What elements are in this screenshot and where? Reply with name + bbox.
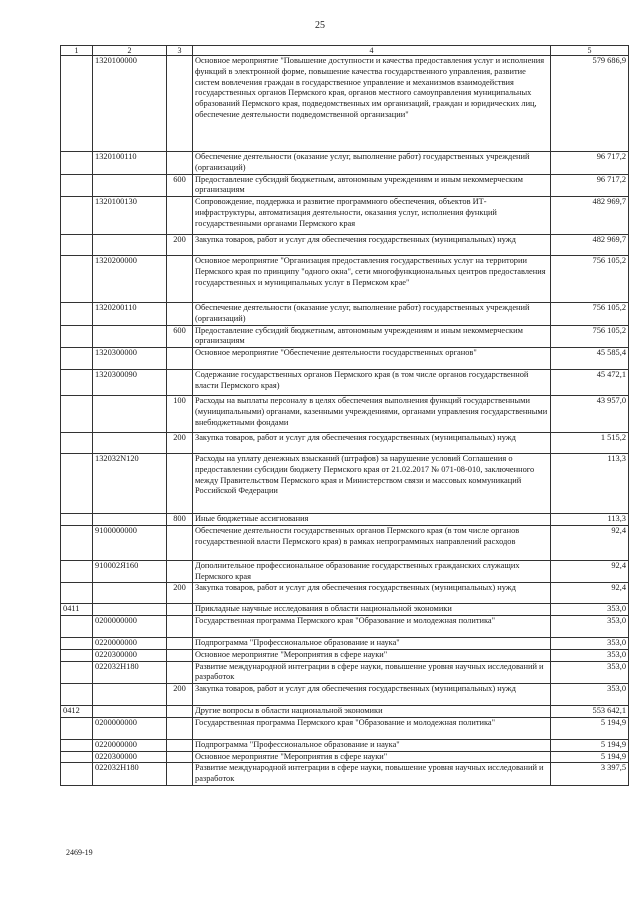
section-code-cell	[61, 638, 93, 650]
target-article-cell	[93, 174, 167, 197]
target-article-cell	[93, 514, 167, 526]
amount-cell: 96 717,2	[551, 174, 629, 197]
section-code-cell	[61, 454, 93, 514]
expense-type-cell	[167, 763, 193, 786]
description-cell: Обеспечение деятельности государственных органов Пермского края (в том числе органов государственной власти Пермского края) в рамках непрограммных направлений расходов	[193, 525, 551, 560]
table-row	[61, 525, 629, 560]
table-row	[61, 256, 629, 303]
expense-type-cell: 800	[167, 514, 193, 526]
description-cell: Иные бюджетные ассигнования	[193, 514, 551, 526]
section-code-cell	[61, 525, 93, 560]
target-article-cell: 0220000000	[93, 638, 167, 650]
description-cell: Основное мероприятие "Организация предоставления государственных услуг на территории Пермского края по принципу "одного окна", сети многофункциональных центров предоставления государственных и муниципальных услуг в Пермском крае"	[193, 256, 551, 303]
header-row	[61, 46, 629, 56]
table-row	[61, 56, 629, 152]
section-code-cell	[61, 235, 93, 256]
expense-type-cell: 600	[167, 325, 193, 348]
section-code-cell: 0412	[61, 706, 93, 718]
expense-type-cell	[167, 649, 193, 661]
expense-type-cell	[167, 616, 193, 638]
header-cell: 2	[93, 46, 167, 56]
section-code-cell	[61, 649, 93, 661]
expense-type-cell: 200	[167, 235, 193, 256]
amount-cell: 353,0	[551, 638, 629, 650]
section-code-cell	[61, 616, 93, 638]
amount-cell: 5 194,9	[551, 739, 629, 751]
description-cell: Другие вопросы в области национальной экономики	[193, 706, 551, 718]
section-code-cell	[61, 717, 93, 739]
section-code-cell	[61, 433, 93, 454]
expense-type-cell	[167, 348, 193, 370]
target-article-cell: 022032Н180	[93, 661, 167, 684]
budget-table	[60, 45, 629, 786]
section-code-cell	[61, 661, 93, 684]
expense-type-cell: 200	[167, 583, 193, 604]
table-row	[61, 197, 629, 235]
section-code-cell	[61, 256, 93, 303]
section-code-cell	[61, 174, 93, 197]
target-article-cell: 9100000000	[93, 525, 167, 560]
description-cell: Развитие международной интеграции в сфере науки, повышение уровня научных исследований и разработок	[193, 661, 551, 684]
target-article-cell: 0220000000	[93, 739, 167, 751]
header-cell: 1	[61, 46, 93, 56]
section-code-cell	[61, 197, 93, 235]
amount-cell: 353,0	[551, 604, 629, 616]
expense-type-cell	[167, 56, 193, 152]
amount-cell: 756 105,2	[551, 303, 629, 326]
amount-cell: 113,3	[551, 514, 629, 526]
expense-type-cell	[167, 706, 193, 718]
table-row	[61, 739, 629, 751]
target-article-cell	[93, 325, 167, 348]
section-code-cell	[61, 370, 93, 396]
document-code: 2469-19	[66, 848, 93, 857]
section-code-cell	[61, 152, 93, 175]
target-article-cell: 022032Н180	[93, 763, 167, 786]
description-cell: Подпрограмма "Профессиональное образование и наука"	[193, 638, 551, 650]
budget-table-container	[60, 45, 629, 786]
section-code-cell	[61, 763, 93, 786]
expense-type-cell	[167, 739, 193, 751]
description-cell: Закупка товаров, работ и услуг для обеспечения государственных (муниципальных) нужд	[193, 684, 551, 706]
description-cell: Содержание государственных органов Пермского края (в том числе органов государственной власти Пермского края)	[193, 370, 551, 396]
expense-type-cell: 200	[167, 433, 193, 454]
expense-type-cell	[167, 661, 193, 684]
target-article-cell: 1320300090	[93, 370, 167, 396]
target-article-cell: 0200000000	[93, 717, 167, 739]
target-article-cell	[93, 396, 167, 433]
description-cell: Закупка товаров, работ и услуг для обеспечения государственных (муниципальных) нужд	[193, 583, 551, 604]
section-code-cell	[61, 514, 93, 526]
expense-type-cell: 600	[167, 174, 193, 197]
table-row	[61, 763, 629, 786]
table-row	[61, 560, 629, 583]
header-cell: 3	[167, 46, 193, 56]
section-code-cell	[61, 325, 93, 348]
target-article-cell	[93, 706, 167, 718]
amount-cell: 353,0	[551, 684, 629, 706]
amount-cell: 3 397,5	[551, 763, 629, 786]
section-code-cell	[61, 348, 93, 370]
description-cell: Основное мероприятие "Повышение доступности и качества предоставления услуг и исполнения функций в электронной форме, повышение качества государственного управления, развитие систем вовлечения граждан в государственное управление и механизмов взаимодействия государственных органов Пермского края, органов местного самоуправления муниципальных образований Пермского края, подведомственных им организаций, граждан и юридических лиц, обеспечение деятельности подведомственной организации"	[193, 56, 551, 152]
section-code-cell	[61, 560, 93, 583]
table-row	[61, 454, 629, 514]
expense-type-cell: 100	[167, 396, 193, 433]
table-row	[61, 717, 629, 739]
amount-cell: 45 472,1	[551, 370, 629, 396]
section-code-cell	[61, 56, 93, 152]
description-cell: Предоставление субсидий бюджетным, автономным учреждениям и иным некоммерческим организациям	[193, 174, 551, 197]
table-row	[61, 514, 629, 526]
table-row	[61, 325, 629, 348]
amount-cell: 5 194,9	[551, 717, 629, 739]
description-cell: Государственная программа Пермского края "Образование и молодежная политика"	[193, 616, 551, 638]
amount-cell: 579 686,9	[551, 56, 629, 152]
target-article-cell: 910002Я160	[93, 560, 167, 583]
amount-cell: 92,4	[551, 525, 629, 560]
table-row	[61, 152, 629, 175]
description-cell: Расходы на уплату денежных взысканий (штрафов) за нарушение условий Соглашения о предоставлении субсидии бюджету Пермского края от 21.02.2017 № 071-08-010, заключенного между Правительством Пермского края и Министерством связи и массовых коммуникаций Российской Федерации	[193, 454, 551, 514]
target-article-cell: 1320100000	[93, 56, 167, 152]
expense-type-cell	[167, 152, 193, 175]
target-article-cell	[93, 604, 167, 616]
amount-cell: 353,0	[551, 661, 629, 684]
amount-cell: 482 969,7	[551, 197, 629, 235]
description-cell: Подпрограмма "Профессиональное образование и наука"	[193, 739, 551, 751]
expense-type-cell	[167, 560, 193, 583]
amount-cell: 5 194,9	[551, 751, 629, 763]
expense-type-cell	[167, 638, 193, 650]
expense-type-cell	[167, 454, 193, 514]
section-code-cell	[61, 739, 93, 751]
amount-cell: 92,4	[551, 560, 629, 583]
table-body	[61, 56, 629, 786]
amount-cell: 1 515,2	[551, 433, 629, 454]
description-cell: Основное мероприятие "Обеспечение деятельности государственных органов"	[193, 348, 551, 370]
amount-cell: 756 105,2	[551, 325, 629, 348]
amount-cell: 353,0	[551, 649, 629, 661]
expense-type-cell	[167, 525, 193, 560]
description-cell: Дополнительное профессиональное образование государственных гражданских служащих Пермского края	[193, 560, 551, 583]
target-article-cell	[93, 235, 167, 256]
description-cell: Сопровождение, поддержка и развитие программного обеспечения, объектов ИТ-инфраструктуры, автоматизация деятельности, оказания услуг, исполнения функций государственными органами Пермского края	[193, 197, 551, 235]
description-cell: Обеспечение деятельности (оказание услуг, выполнение работ) государственных учреждений (организаций)	[193, 303, 551, 326]
table-row	[61, 348, 629, 370]
amount-cell: 113,3	[551, 454, 629, 514]
header-cell: 5	[551, 46, 629, 56]
description-cell: Основное мероприятие "Мероприятия в сфере науки"	[193, 751, 551, 763]
target-article-cell: 132032N120	[93, 454, 167, 514]
description-cell: Предоставление субсидий бюджетным, автономным учреждениям и иным некоммерческим организациям	[193, 325, 551, 348]
table-row	[61, 706, 629, 718]
amount-cell: 96 717,2	[551, 152, 629, 175]
section-code-cell: 0411	[61, 604, 93, 616]
table-row	[61, 370, 629, 396]
target-article-cell: 0200000000	[93, 616, 167, 638]
target-article-cell: 1320100130	[93, 197, 167, 235]
table-row	[61, 684, 629, 706]
expense-type-cell	[167, 717, 193, 739]
table-row	[61, 661, 629, 684]
description-cell: Обеспечение деятельности (оказание услуг, выполнение работ) государственных учреждений (организаций)	[193, 152, 551, 175]
section-code-cell	[61, 303, 93, 326]
table-row	[61, 649, 629, 661]
target-article-cell: 0220300000	[93, 751, 167, 763]
description-cell: Развитие международной интеграции в сфере науки, повышение уровня научных исследований и разработок	[193, 763, 551, 786]
amount-cell: 482 969,7	[551, 235, 629, 256]
page-number: 25	[315, 20, 325, 31]
description-cell: Основное мероприятие "Мероприятия в сфере науки"	[193, 649, 551, 661]
expense-type-cell	[167, 303, 193, 326]
target-article-cell	[93, 583, 167, 604]
table-row	[61, 604, 629, 616]
expense-type-cell	[167, 197, 193, 235]
table-row	[61, 638, 629, 650]
target-article-cell: 1320300000	[93, 348, 167, 370]
table-row	[61, 303, 629, 326]
table-row	[61, 396, 629, 433]
target-article-cell: 1320200000	[93, 256, 167, 303]
header-cell: 4	[193, 46, 551, 56]
description-cell: Прикладные научные исследования в области национальной экономики	[193, 604, 551, 616]
target-article-cell: 0220300000	[93, 649, 167, 661]
expense-type-cell	[167, 256, 193, 303]
amount-cell: 756 105,2	[551, 256, 629, 303]
target-article-cell: 1320200110	[93, 303, 167, 326]
expense-type-cell: 200	[167, 684, 193, 706]
table-row	[61, 174, 629, 197]
table-row	[61, 433, 629, 454]
expense-type-cell	[167, 370, 193, 396]
table-row	[61, 616, 629, 638]
table-row	[61, 235, 629, 256]
amount-cell: 43 957,0	[551, 396, 629, 433]
target-article-cell: 1320100110	[93, 152, 167, 175]
table-row	[61, 751, 629, 763]
section-code-cell	[61, 684, 93, 706]
section-code-cell	[61, 396, 93, 433]
description-cell: Закупка товаров, работ и услуг для обеспечения государственных (муниципальных) нужд	[193, 235, 551, 256]
target-article-cell	[93, 684, 167, 706]
amount-cell: 92,4	[551, 583, 629, 604]
table-row	[61, 583, 629, 604]
section-code-cell	[61, 751, 93, 763]
expense-type-cell	[167, 604, 193, 616]
amount-cell: 45 585,4	[551, 348, 629, 370]
amount-cell: 353,0	[551, 616, 629, 638]
description-cell: Государственная программа Пермского края "Образование и молодежная политика"	[193, 717, 551, 739]
expense-type-cell	[167, 751, 193, 763]
amount-cell: 553 642,1	[551, 706, 629, 718]
section-code-cell	[61, 583, 93, 604]
target-article-cell	[93, 433, 167, 454]
description-cell: Закупка товаров, работ и услуг для обеспечения государственных (муниципальных) нужд	[193, 433, 551, 454]
description-cell: Расходы на выплаты персоналу в целях обеспечения выполнения функций государственными (муниципальными) органами, казенными учреждениями, органами управления государственными внебюджетными фондами	[193, 396, 551, 433]
